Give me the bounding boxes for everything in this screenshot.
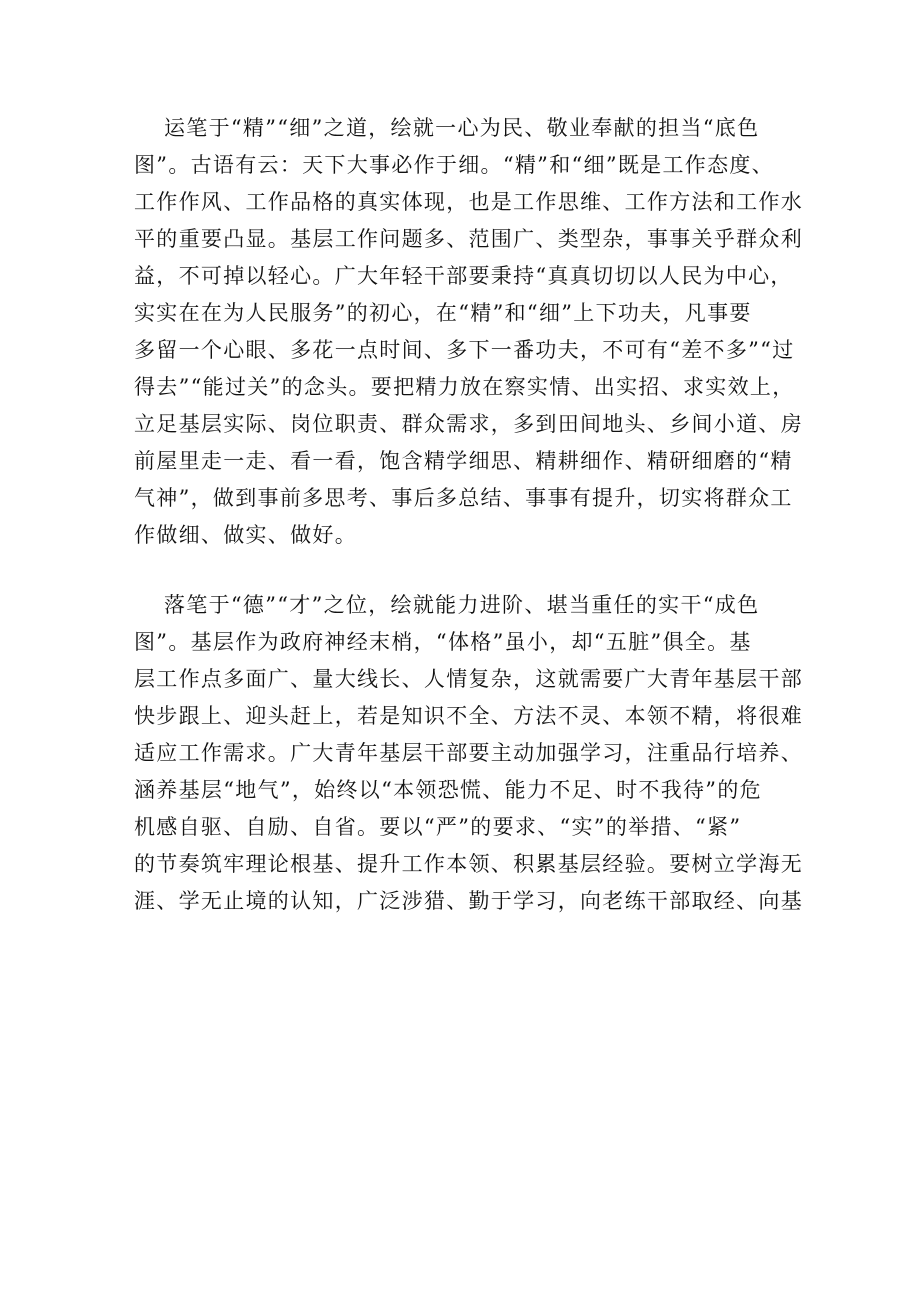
paragraph-line: 机感自驱、自励、自省。要以“严”的要求、“实”的举措、“紧” [134, 815, 742, 839]
paragraph-line: 作做细、做实、做好。 [134, 523, 357, 547]
paragraph-line: 涵养基层“地气”，始终以“本领恐慌、能力不足、时不我待”的危 [134, 778, 762, 802]
paragraph-line: 多留一个心眼、多花一点时间、多下一番功夫，不可有“差不多”“过 [134, 338, 795, 362]
paragraph-line: 层工作点多面广、量大线长、人情复杂，这就需要广大青年基层干部 [134, 667, 803, 691]
paragraph-line: 立足基层实际、岗位职责、群众需求，多到田间地头、乡间小道、房 [134, 412, 803, 436]
paragraph-line: 气神”，做到事前多思考、事后多总结、事事有提升，切实将群众工 [134, 486, 793, 510]
paragraph-line: 实实在在为人民服务”的初心，在“精”和“细”上下功夫，凡事要 [134, 301, 752, 325]
paragraph-line: 前屋里走一走、看一看，饱含精学细思、精耕细作、精研细磨的“精 [134, 449, 793, 473]
paragraph-line: 涯、学无止境的认知，广泛涉猎、勤于学习，向老练干部取经、向基 [134, 889, 803, 913]
paragraph-line: 运笔于“精”“细”之道，绘就一心为民、敬业奉献的担当“底色 [164, 116, 760, 140]
paragraph-line: 益，不可掉以轻心。广大年轻干部要秉持“真真切切以人民为中心， [134, 264, 793, 288]
paragraph-line: 图”。古语有云：天下大事必作于细。“精”和“细”既是工作态度、 [134, 153, 774, 177]
paragraph-1 [134, 110, 803, 554]
paragraph-line: 适应工作需求。广大青年基层干部要主动加强学习，注重品行培养、 [134, 741, 803, 765]
document-body [134, 110, 803, 920]
paragraph-line: 图”。基层作为政府神经末梢，“体格”虽小，却“五脏”俱全。基 [134, 630, 752, 654]
paragraph-line: 得去”“能过关”的念头。要把精力放在察实情、出实招、求实效上， [134, 375, 795, 399]
paragraph-line: 平的重要凸显。基层工作问题多、范围广、类型杂，事事关乎群众利 [134, 227, 803, 251]
paragraph-line: 快步跟上、迎头赶上，若是知识不全、方法不灵、本领不精，将很难 [134, 704, 803, 728]
paragraph-line: 工作作风、工作品格的真实体现，也是工作思维、工作方法和工作水 [134, 190, 803, 214]
paragraph-line: 的节奏筑牢理论根基、提升工作本领、积累基层经验。要树立学海无 [134, 852, 803, 876]
paragraph-line: 落笔于“德”“才”之位，绘就能力进阶、堪当重任的实干“成色 [164, 593, 760, 617]
paragraph-2 [134, 587, 803, 920]
